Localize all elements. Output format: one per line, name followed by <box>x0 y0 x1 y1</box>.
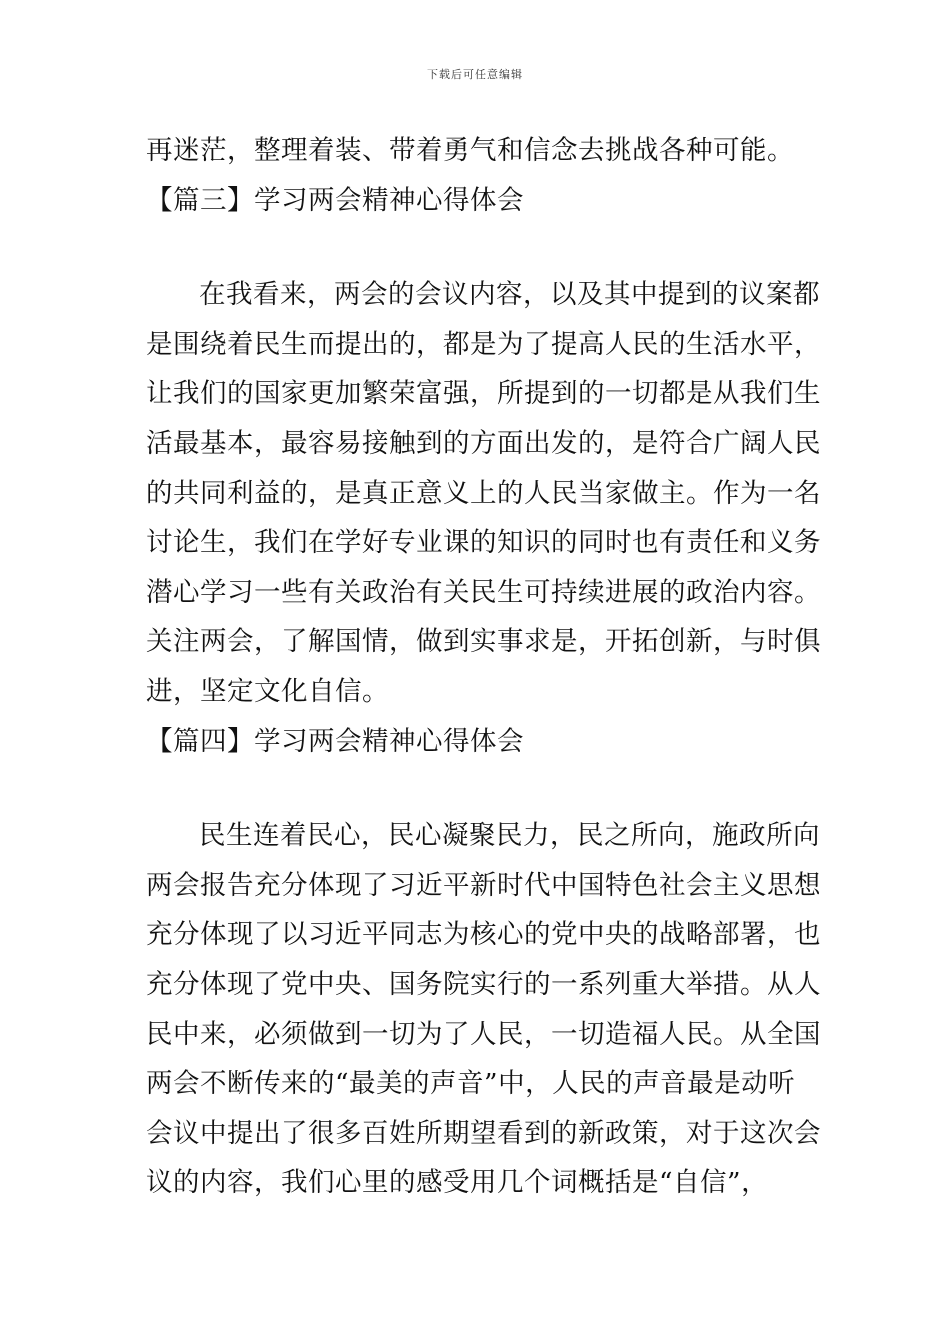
paragraph-line: 民生连着民心，民心凝聚民力，民之所向，施政所向 <box>199 820 820 852</box>
paragraph-line: 民中来，必须做到一切为了人民，一切造福人民。从全国 <box>146 1018 821 1050</box>
paragraph-line: 潜心学习一些有关政治有关民生可持续进展的政治内容。 <box>146 576 821 608</box>
paragraph-line: 进，坚定文化自信。 <box>146 675 389 707</box>
paragraph-line: 两会报告充分体现了习近平新时代中国特色社会主义思想 <box>146 869 821 901</box>
page-header: 下载后可任意编辑 <box>427 68 523 81</box>
intro-line: 再迷茫，整理着装、带着勇气和信念去挑战各种可能。 <box>146 135 794 166</box>
section-title: 【篇四】学习两会精神心得体会 <box>146 725 524 757</box>
paragraph-line: 的共同利益的，是真正意义上的人民当家做主。作为一名 <box>146 477 821 509</box>
paragraph-line: 是围绕着民生而提出的，都是为了提高人民的生活水平， <box>146 328 821 360</box>
document-body <box>146 126 821 1208</box>
paragraph-line: 议的内容，我们心里的感受用几个词概括是“自信”， <box>146 1167 769 1199</box>
section-paragraph <box>146 270 821 716</box>
section-paragraph <box>146 811 821 1208</box>
paragraph-line: 关注两会，了解国情，做到实事求是，开拓创新，与时俱 <box>146 626 821 658</box>
paragraph-line: 会议中提出了很多百姓所期望看到的新政策，对于这次会 <box>146 1117 821 1149</box>
paragraph-line: 充分体现了党中央、国务院实行的一系列重大举措。从人 <box>146 968 821 1000</box>
section-spacer <box>146 766 810 811</box>
paragraph-line: 活最基本，最容易接触到的方面出发的，是符合广阔人民 <box>146 427 821 459</box>
paragraph-line: 讨论生，我们在学好专业课的知识的同时也有责任和义务 <box>146 527 821 559</box>
section-spacer <box>146 225 810 270</box>
paragraph-line: 让我们的国家更加繁荣富强，所提到的一切都是从我们生 <box>146 378 821 410</box>
paragraph-line: 充分体现了以习近平同志为核心的党中央的战略部署，也 <box>146 919 821 951</box>
section-title: 【篇三】学习两会精神心得体会 <box>146 184 524 216</box>
paragraph-line: 在我看来，两会的会议内容，以及其中提到的议案都 <box>199 279 820 311</box>
paragraph-line: 两会不断传来的“最美的声音”中，人民的声音最是动听 <box>146 1068 796 1100</box>
